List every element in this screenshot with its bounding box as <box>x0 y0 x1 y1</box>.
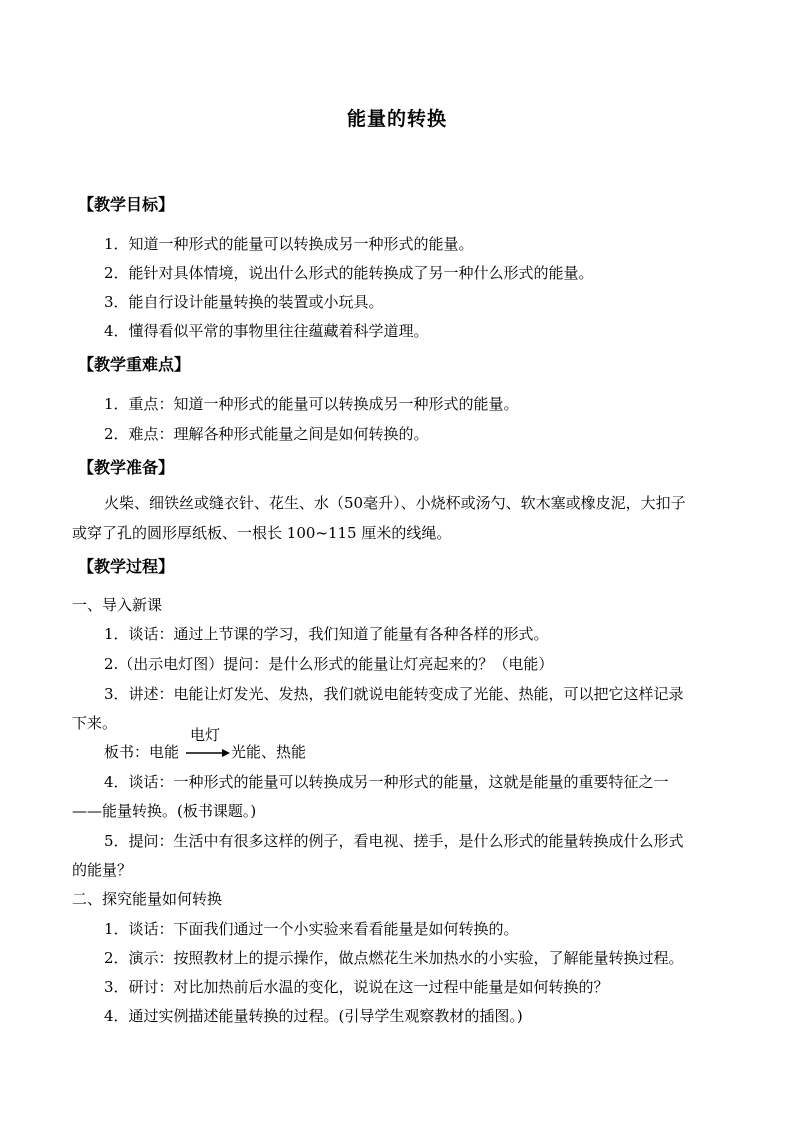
process-line: 1．谈话：下面我们通过一个小实验来看看能量是如何转换的。 <box>104 920 519 938</box>
process-line: 3．讲述：电能让灯发光、发热，我们就说电能转变成了光能、热能，可以把它这样记录 <box>104 685 684 703</box>
preparation-line: 火柴、细铁丝或缝衣针、花生、水（50毫升）、小烧杯或汤勺、软木塞或橡皮泥，大扣子 <box>104 494 686 512</box>
process-line: 2.（出示电灯图）提问：是什么形式的能量让灯亮起来的？（电能） <box>104 655 554 673</box>
process-line: 4．通过实例描述能量转换的过程。(引导学生观察教材的插图。) <box>104 1007 523 1025</box>
section-heading-process: 【教学过程】 <box>78 557 175 576</box>
section-heading-goals: 【教学目标】 <box>78 195 175 214</box>
board-arrow-label: 电灯 <box>190 726 221 744</box>
preparation-line: 或穿了孔的圆形厚纸板、一根长 100~115 厘米的线绳。 <box>72 524 452 542</box>
process-line: 1．谈话：通过上节课的学习，我们知道了能量有各种各样的形式。 <box>104 625 549 643</box>
process-line: 3．研讨：对比加热前后水温的变化，说说在这一过程中能量是如何转换的？ <box>104 978 609 996</box>
key-point-item: 1．重点：知道一种形式的能量可以转换成另一种形式的能量。 <box>104 395 519 413</box>
key-point-item: 2．难点：理解各种形式能量之间是如何转换的。 <box>104 425 429 443</box>
right-arrow-icon <box>186 747 230 759</box>
document-title: 能量的转换 <box>346 108 447 130</box>
process-line: 下来。 <box>72 714 118 732</box>
process-line: ——能量转换。(板书课题。) <box>72 802 257 820</box>
board-suffix: 光能、热能 <box>231 743 307 761</box>
goal-item: 3．能自行设计能量转换的装置或小玩具。 <box>104 293 384 311</box>
process-line: 的能量？ <box>72 861 133 879</box>
goal-item: 1．知道一种形式的能量可以转换成另一种形式的能量。 <box>104 235 474 253</box>
process-part-title: 二、探究能量如何转换 <box>72 890 223 908</box>
process-part-title: 一、导入新课 <box>72 596 163 614</box>
process-line: 5．提问：生活中有很多这样的例子，看电视、搓手，是什么形式的能量转换成什么形式 <box>104 832 684 850</box>
section-heading-preparation: 【教学准备】 <box>78 458 175 477</box>
goal-item: 2．能针对具体情境，说出什么形式的能转换成了另一种什么形式的能量。 <box>104 264 594 282</box>
process-line: 4．谈话：一种形式的能量可以转换成另一种形式的能量，这就是能量的重要特征之一 <box>104 773 669 791</box>
goal-item: 4．懂得看似平常的事物里往往蕴藏着科学道理。 <box>104 322 429 340</box>
section-heading-key-points: 【教学重难点】 <box>78 355 191 374</box>
process-line: 2．演示：按照教材上的提示操作，做点燃花生米加热水的小实验，了解能量转换过程。 <box>104 949 684 967</box>
board-prefix: 板书：电能 <box>104 743 180 761</box>
